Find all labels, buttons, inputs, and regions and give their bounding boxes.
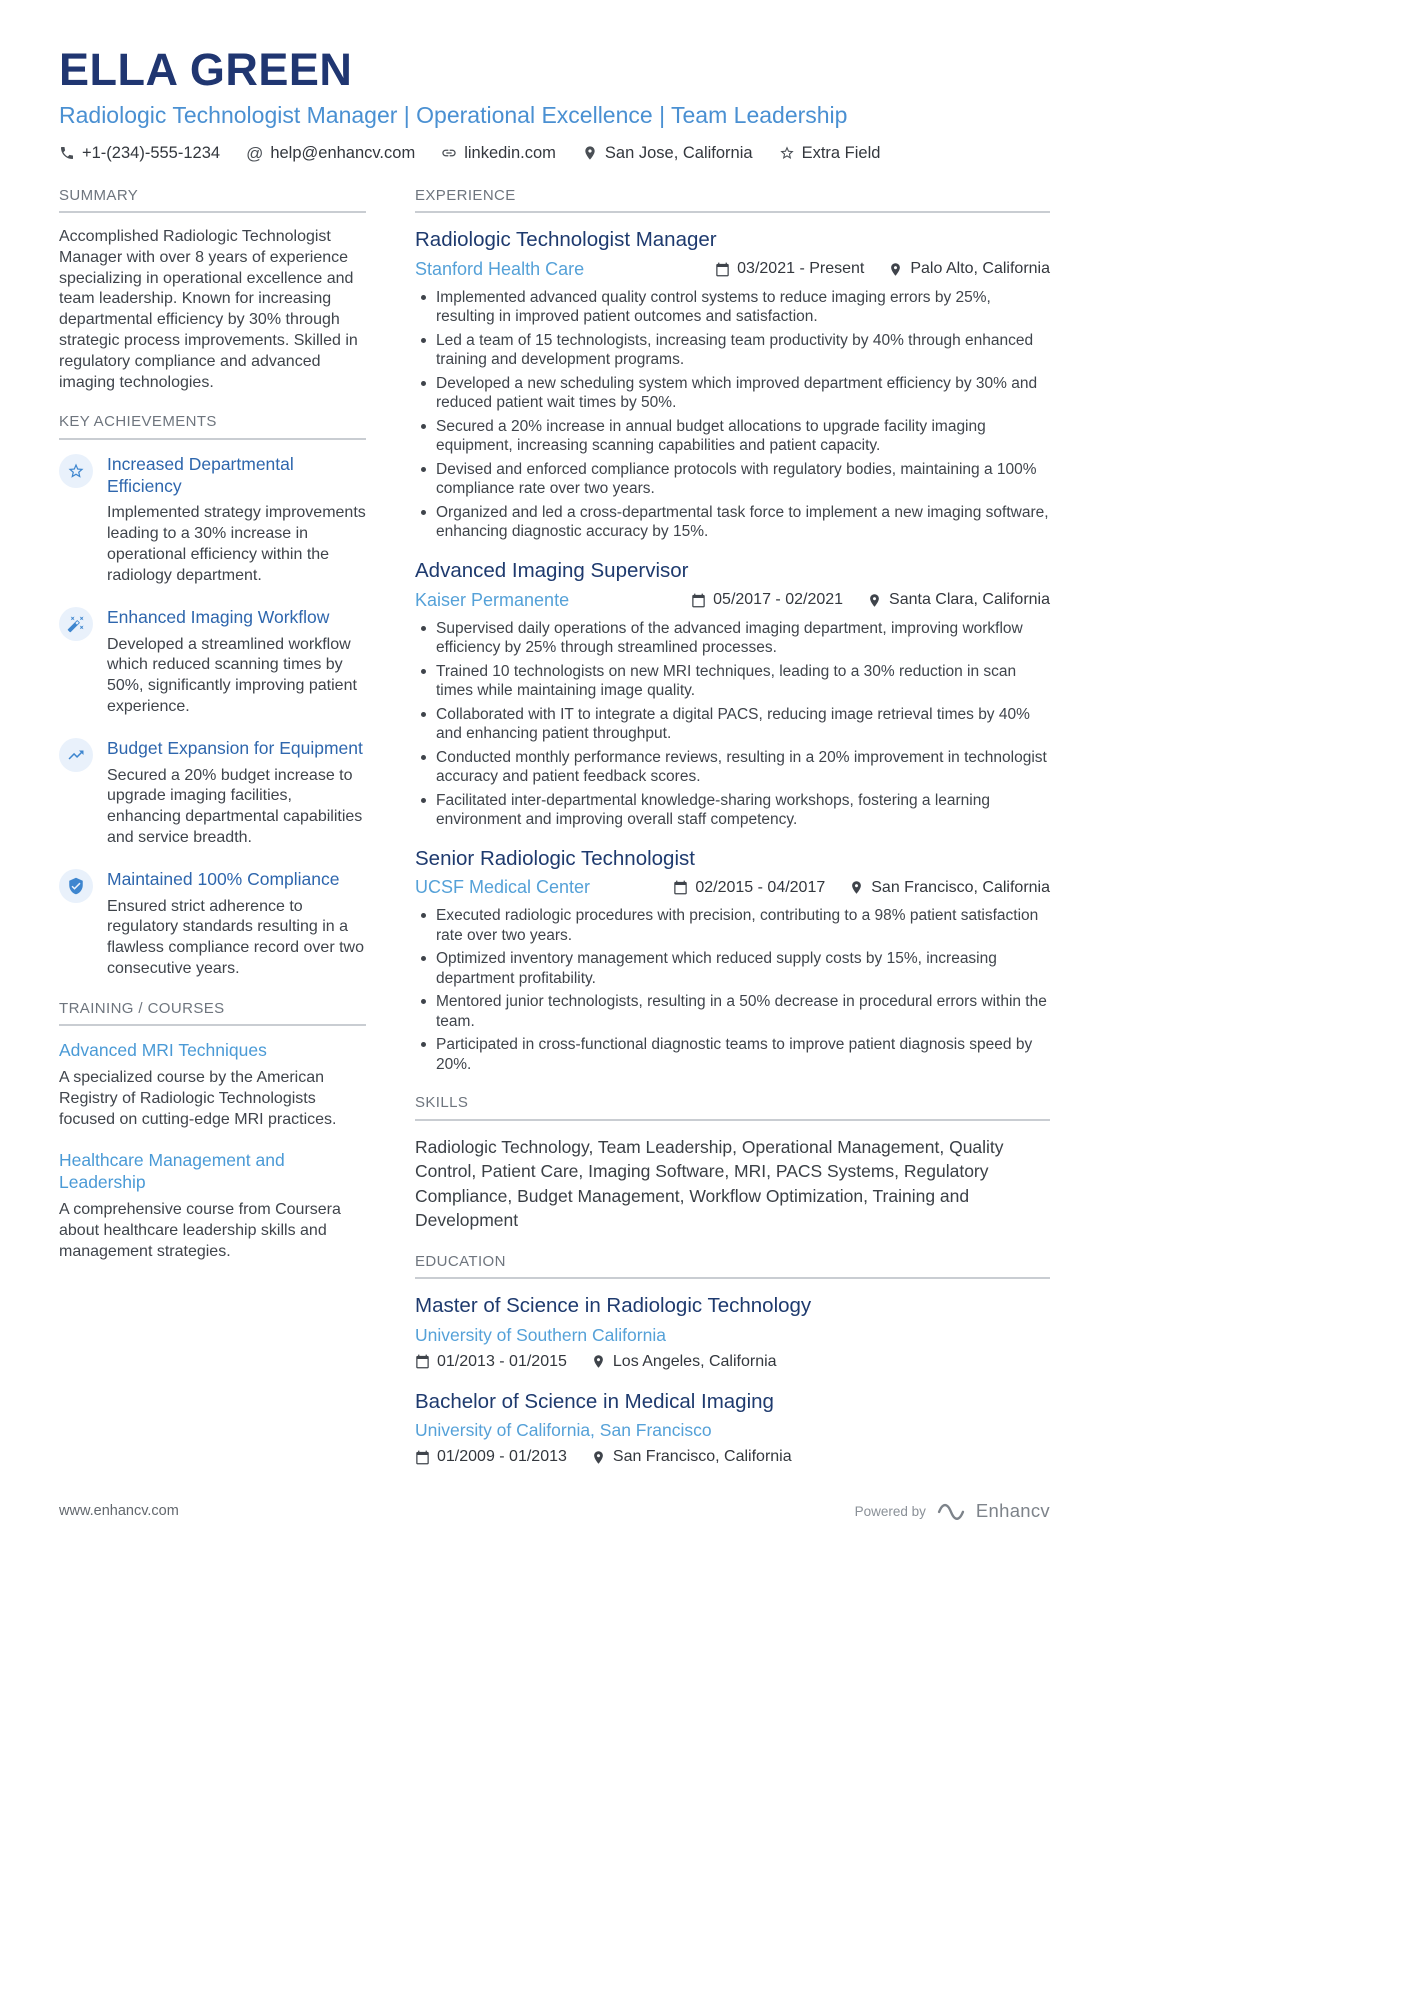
candidate-name: ELLA GREEN <box>59 44 353 95</box>
calendar-icon <box>415 1354 430 1369</box>
skills-section <box>415 1094 1050 1232</box>
education-location <box>591 1448 792 1466</box>
company-name: Kaiser Permanente <box>415 589 570 610</box>
education-meta <box>415 1353 1050 1371</box>
contact-extra-label: Extra Field <box>801 143 881 162</box>
location-pin-icon <box>849 880 864 895</box>
job-bullet: Conducted monthly performance reviews, resulting in a 20% improvement in technologist accuracy and patient feedback scores. <box>415 748 1050 787</box>
location-pin-icon <box>591 1354 606 1369</box>
location-pin-icon <box>582 145 598 161</box>
job-dates-label: 05/2017 - 02/2021 <box>713 591 844 609</box>
job-dates <box>673 879 825 897</box>
achievement-body <box>107 607 366 718</box>
calendar-icon <box>691 593 706 608</box>
job-meta <box>415 590 1050 611</box>
school-name: University of California, San Francisco <box>415 1420 712 1441</box>
job-dates-label: 02/2015 - 04/2017 <box>695 878 826 896</box>
achievement-item <box>59 869 366 980</box>
job-location-label: San Francisco, California <box>871 878 1050 896</box>
website-link[interactable]: www.enhancv.com <box>59 1503 179 1519</box>
job-bullet: Developed a new scheduling system which improved department efficiency by 30% and reduced patient wait times by 50%. <box>415 374 1050 413</box>
location-pin-icon <box>867 593 882 608</box>
summary-heading: SUMMARY <box>59 187 366 213</box>
skills-text: Radiologic Technology, Team Leadership, Operational Management, Quality Control, Patient Care, Imaging Software, MRI, PACS Systems, Regulatory Compliance, Budget Management, Workflow Optimization, Training and Development <box>415 1136 1004 1231</box>
page-footer <box>59 1500 1050 1522</box>
education-entry <box>415 1293 1050 1371</box>
job-location <box>867 591 1050 609</box>
summary-text: Accomplished Radiologic Technologist Manager with over 8 years of experience specializing in operational excellence and team leadership. Known for increasing departmental efficiency by 30% through strategic process improvements. Skilled in regulatory compliance and advanced imaging technologies. <box>59 228 358 391</box>
link-icon <box>441 145 457 161</box>
achievement-body <box>107 738 366 849</box>
contact-link-label: linkedin.com <box>464 143 556 162</box>
degree-title: Bachelor of Science in Medical Imaging <box>415 1389 774 1413</box>
education-section <box>415 1253 1050 1467</box>
job-bullet: Supervised daily operations of the advanced imaging department, improving workflow efficiency by 25% through streamlined processes. <box>415 619 1050 658</box>
job-entry <box>415 558 1050 830</box>
experience-section <box>415 187 1050 1075</box>
education-location-label: Los Angeles, California <box>612 1352 777 1370</box>
job-bullet: Trained 10 technologists on new MRI techniques, leading to a 30% reduction in scan times while maintaining image quality. <box>415 662 1050 701</box>
contact-location-label: San Jose, California <box>604 143 753 162</box>
achievement-title: Budget Expansion for Equipment <box>107 737 363 758</box>
achievement-body <box>107 454 366 587</box>
course-title: Advanced MRI Techniques <box>59 1040 267 1061</box>
contact-row <box>59 144 1050 163</box>
calendar-icon <box>673 880 688 895</box>
phone-icon <box>59 145 75 161</box>
experience-heading: EXPERIENCE <box>415 187 1050 213</box>
enhancv-logo <box>936 1500 966 1522</box>
contact-phone-label: +1-(234)-555-1234 <box>82 143 221 162</box>
company-name: UCSF Medical Center <box>415 877 591 898</box>
achievement-title: Maintained 100% Compliance <box>107 868 340 889</box>
job-bullet: Optimized inventory management which reduced supply costs by 15%, increasing department profitability. <box>415 949 1050 988</box>
calendar-icon <box>415 1450 430 1465</box>
star-icon <box>59 454 93 488</box>
skills-heading: SKILLS <box>415 1094 1050 1120</box>
education-location-label: San Francisco, California <box>612 1448 792 1466</box>
wand-icon <box>59 607 93 641</box>
job-bullets <box>415 906 1050 1074</box>
job-bullets <box>415 288 1050 542</box>
education-dates <box>415 1448 567 1466</box>
contact-email-label: help@enhancv.com <box>270 143 416 162</box>
achievement-item <box>59 454 366 587</box>
job-title: Radiologic Technologist Manager <box>415 228 717 252</box>
powered-by[interactable] <box>855 1500 1050 1522</box>
columns <box>59 187 1050 1486</box>
contact-email[interactable] <box>246 144 415 163</box>
achievement-item <box>59 607 366 718</box>
at-icon: @ <box>246 143 264 163</box>
job-dates-label: 03/2021 - Present <box>737 260 865 278</box>
trending-up-icon <box>59 738 93 772</box>
job-bullet: Participated in cross-functional diagnostic teams to improve patient diagnosis speed by 20%. <box>415 1035 1050 1074</box>
summary-section <box>59 187 366 394</box>
job-location <box>849 879 1050 897</box>
contact-link[interactable] <box>441 144 556 163</box>
compliance-badge-icon <box>59 869 93 903</box>
job-bullet: Executed radiologic procedures with precision, contributing to a 98% patient satisfaction rate over two years. <box>415 906 1050 945</box>
achievement-text: Secured a 20% budget increase to upgrade imaging facilities, enhancing departmental capabilities and service breadth. <box>107 766 363 846</box>
job-bullet: Implemented advanced quality control systems to reduce imaging errors by 25%, resulting in improved patient outcomes and satisfaction. <box>415 288 1050 327</box>
powered-by-label: Powered by <box>854 1503 926 1519</box>
achievement-text: Developed a streamlined workflow which reduced scanning times by 50%, significantly improving patient experience. <box>107 635 357 715</box>
company-name: Stanford Health Care <box>415 258 585 279</box>
job-entry <box>415 846 1050 1075</box>
education-heading: EDUCATION <box>415 1253 1050 1279</box>
enhancv-wordmark: Enhancv <box>975 1500 1050 1521</box>
job-bullet: Organized and led a cross-departmental task force to implement a new imaging software, enhancing diagnostic accuracy by 15%. <box>415 503 1050 542</box>
right-column <box>415 187 1050 1486</box>
resume-header <box>59 46 1050 163</box>
education-entry <box>415 1389 1050 1467</box>
job-meta <box>415 877 1050 898</box>
job-location <box>888 260 1050 278</box>
achievements-section <box>59 413 366 979</box>
course-title: Healthcare Management and Leadership <box>59 1150 285 1193</box>
location-pin-icon <box>888 262 903 277</box>
achievement-item <box>59 738 366 849</box>
location-pin-icon <box>591 1450 606 1465</box>
course-text: A specialized course by the American Registry of Radiologic Technologists focused on cutting-edge MRI practices. <box>59 1068 337 1128</box>
degree-title: Master of Science in Radiologic Technology <box>415 1293 812 1317</box>
job-location-label: Santa Clara, California <box>889 591 1050 609</box>
education-dates-label: 01/2013 - 01/2015 <box>437 1352 567 1370</box>
training-section <box>59 1000 366 1263</box>
education-meta <box>415 1448 1050 1466</box>
contact-extra-field <box>779 144 881 163</box>
job-bullet: Devised and enforced compliance protocols with regulatory bodies, maintaining a 100% compliance rate over two years. <box>415 460 1050 499</box>
training-heading: TRAINING / COURSES <box>59 1000 366 1026</box>
resume-content <box>59 46 1050 1486</box>
job-dates <box>715 260 864 278</box>
contact-location <box>582 144 753 163</box>
school-name: University of Southern California <box>415 1324 666 1345</box>
job-bullet: Secured a 20% increase in annual budget allocations to upgrade facility imaging equipment, increasing scanning capabilities and patient capacity. <box>415 417 1050 456</box>
job-bullet: Collaborated with IT to integrate a digital PACS, reducing image retrieval times by 40% and enhancing patient throughput. <box>415 705 1050 744</box>
achievement-text: Implemented strategy improvements leading to a 30% increase in operational efficiency within the radiology department. <box>107 504 366 584</box>
achievement-body <box>107 869 366 980</box>
achievement-title: Increased Departmental Efficiency <box>107 453 294 496</box>
job-bullet: Mentored junior technologists, resulting in a 50% decrease in procedural errors within the team. <box>415 992 1050 1031</box>
job-meta <box>415 259 1050 280</box>
education-location <box>591 1353 777 1371</box>
job-title: Senior Radiologic Technologist <box>415 846 695 870</box>
contact-phone[interactable] <box>59 144 220 163</box>
job-title: Advanced Imaging Supervisor <box>415 558 689 582</box>
education-dates <box>415 1353 567 1371</box>
job-dates <box>691 591 843 609</box>
job-bullet: Facilitated inter-departmental knowledge-sharing workshops, fostering a learning environment and improving overall staff competency. <box>415 791 1050 830</box>
job-entry <box>415 227 1050 542</box>
achievement-text: Ensured strict adherence to regulatory standards resulting in a flawless compliance record over two consecutive years. <box>107 897 364 978</box>
job-bullet: Led a team of 15 technologists, increasing team productivity by 40% through enhanced training and development programs. <box>415 331 1050 370</box>
course-item <box>59 1150 366 1262</box>
headline: Radiologic Technologist Manager | Operational Excellence | Team Leadership <box>59 102 848 129</box>
course-item <box>59 1040 366 1130</box>
left-column <box>59 187 366 1486</box>
course-text: A comprehensive course from Coursera about healthcare leadership skills and management strategies. <box>59 1201 341 1260</box>
education-dates-label: 01/2009 - 01/2013 <box>437 1448 567 1466</box>
star-icon <box>779 145 795 161</box>
job-location-label: Palo Alto, California <box>910 260 1050 278</box>
job-bullets <box>415 619 1050 830</box>
achievements-heading: KEY ACHIEVEMENTS <box>59 413 366 439</box>
calendar-icon <box>715 262 730 277</box>
achievement-title: Enhanced Imaging Workflow <box>107 606 330 627</box>
